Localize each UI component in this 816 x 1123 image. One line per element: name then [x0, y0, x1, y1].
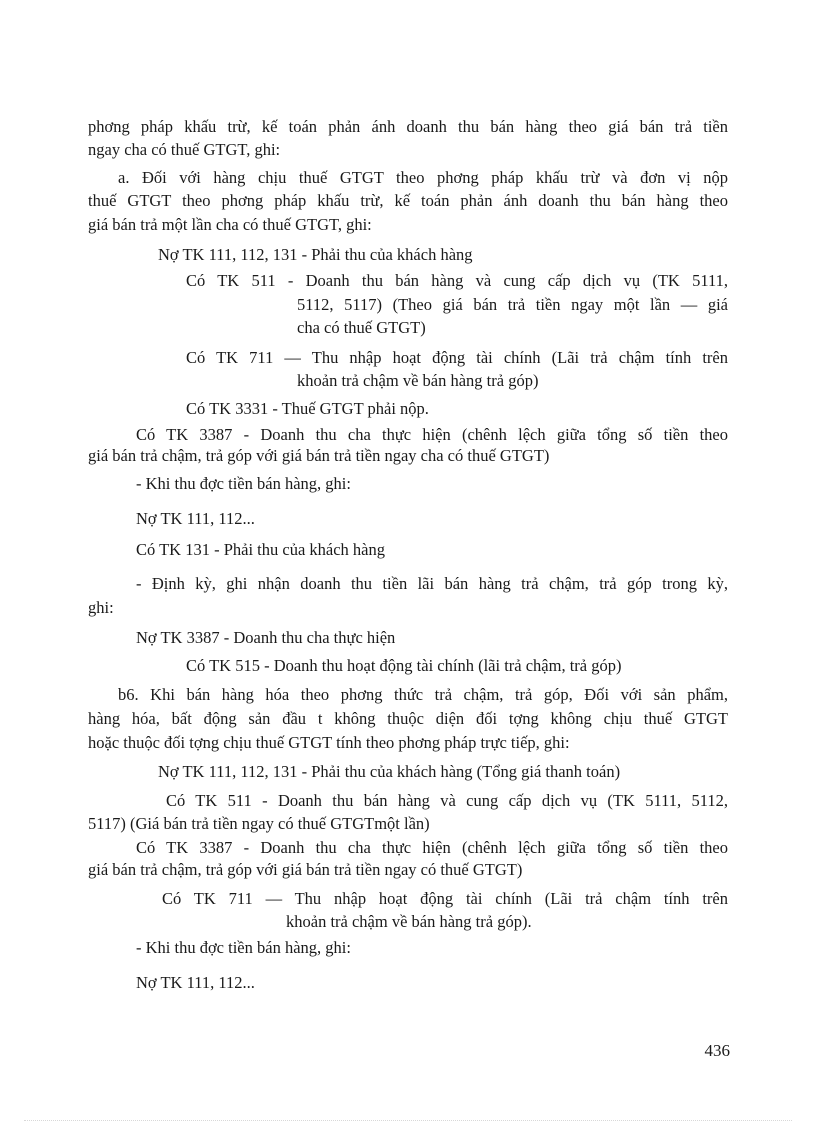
- debit-entry: Nợ TK 3387 - Doanh thu cha thực hiện: [136, 628, 396, 647]
- text-line: 5117) (Giá bán trả tiền ngay có thuế GTGTmột lần): [88, 814, 430, 833]
- text-line: - Khi thu đợc tiền bán hàng, ghi:: [136, 474, 351, 493]
- page-number: 436: [704, 1041, 730, 1060]
- text-line: thuế GTGT theo phơng pháp khấu trừ, kế toán phản ánh doanh thu bán hàng theo: [88, 191, 728, 210]
- credit-entry: Có TK 711 — Thu nhập hoạt động tài chính (Lãi trả chậm tính trên: [162, 889, 728, 908]
- text-line: giá bán trả chậm, trả góp với giá bán trả tiền ngay cha có thuế GTGT): [88, 446, 550, 465]
- credit-entry: Có TK 711 — Thu nhập hoạt động tài chính (Lãi trả chậm tính trên: [186, 348, 728, 367]
- credit-entry: Có TK 3387 - Doanh thu cha thực hiện (chênh lệch giữa tổng số tiền theo: [136, 425, 728, 444]
- text-line: hoặc thuộc đối tợng chịu thuế GTGT tính theo phơng pháp trực tiếp, ghi:: [88, 733, 570, 752]
- text-line: cha có thuế GTGT): [297, 318, 426, 337]
- debit-entry: Nợ TK 111, 112...: [136, 509, 255, 528]
- text-line: a. Đối với hàng chịu thuế GTGT theo phơng pháp khấu trừ và đơn vị nộp: [118, 168, 728, 187]
- credit-entry: Có TK 3331 - Thuế GTGT phải nộp.: [186, 399, 429, 418]
- text-line: 5112, 5117) (Theo giá bán trả tiền ngay một lần — giá: [297, 295, 728, 314]
- text-line: giá bán trả một lần cha có thuế GTGT, ghi:: [88, 215, 372, 234]
- credit-entry: Có TK 511 - Doanh thu bán hàng và cung cấp dịch vụ (TK 5111, 5112,: [166, 791, 728, 810]
- text-line: hàng hóa, bất động sản đầu t không thuộc diện đối tợng không chịu thuế GTGT: [88, 709, 728, 728]
- text-line: phơng pháp khấu trừ, kế toán phản ánh doanh thu bán hàng theo giá bán trả tiền: [88, 117, 728, 136]
- text-line: khoản trả chậm về bán hàng trả góp): [297, 371, 539, 390]
- text-line: ghi:: [88, 598, 114, 617]
- text-line: giá bán trả chậm, trả góp với giá bán trả tiền ngay có thuế GTGT): [88, 860, 523, 879]
- text-line: - Khi thu đợc tiền bán hàng, ghi:: [136, 938, 351, 957]
- credit-entry: Có TK 511 - Doanh thu bán hàng và cung cấp dịch vụ (TK 5111,: [186, 271, 728, 290]
- text-line: b6. Khi bán hàng hóa theo phơng thức trả chậm, trả góp, Đối với sản phẩm,: [118, 685, 728, 704]
- text-line: - Định kỳ, ghi nhận doanh thu tiền lãi bán hàng trả chậm, trả góp trong kỳ,: [136, 574, 728, 593]
- debit-entry: Nợ TK 111, 112...: [136, 973, 255, 992]
- text-line: khoản trả chậm về bán hàng trả góp).: [286, 912, 532, 931]
- credit-entry: Có TK 515 - Doanh thu hoạt động tài chính (lãi trả chậm, trả góp): [186, 656, 622, 675]
- debit-entry: Nợ TK 111, 112, 131 - Phải thu của khách hàng: [158, 245, 473, 264]
- text-line: ngay cha có thuế GTGT, ghi:: [88, 140, 281, 159]
- credit-entry: Có TK 3387 - Doanh thu cha thực hiện (chênh lệch giữa tổng số tiền theo: [136, 838, 728, 857]
- debit-entry: Nợ TK 111, 112, 131 - Phải thu của khách hàng (Tổng giá thanh toán): [158, 762, 621, 781]
- page-bottom-divider: [24, 1120, 792, 1121]
- credit-entry: Có TK 131 - Phải thu của khách hàng: [136, 540, 385, 559]
